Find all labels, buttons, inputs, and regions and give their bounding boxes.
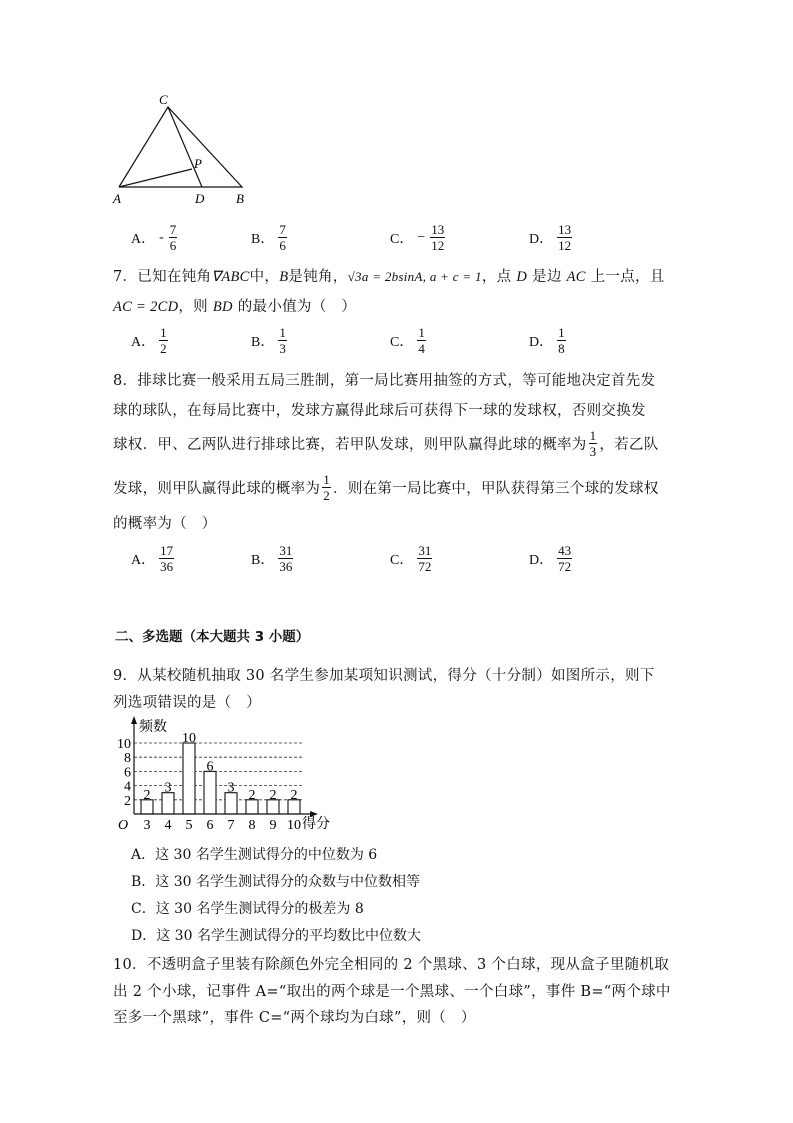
segment-AP: [119, 169, 192, 187]
q8-line-5: 的概率为（ ）: [113, 516, 217, 532]
q7-option-a[interactable]: [131, 325, 168, 356]
option-letter: D．: [529, 552, 554, 568]
bar-value-label: 3: [164, 780, 172, 796]
q9-choice-d[interactable]: D．这 30 名学生测试得分的平均数比中位数大: [131, 928, 421, 944]
x-tick-label: 7: [227, 818, 235, 833]
option-letter: B．: [251, 552, 275, 568]
y-axis-arrow: [131, 716, 137, 724]
x-tick-label: 5: [185, 818, 193, 833]
option-fraction: $\frac{7}{6}$: [279, 222, 286, 253]
q6-option-c[interactable]: [390, 222, 445, 253]
x-tick-label: 4: [164, 818, 172, 833]
option-fraction: $\frac{1}{4}$: [418, 325, 425, 356]
bar-value-label: 2: [269, 787, 277, 803]
q7-option-d[interactable]: [529, 325, 566, 356]
q10-line-2: 出 2 个小球，记事件 A=“取出的两个球是一个黑球、一个白球”，事件 B=“两个球中: [113, 984, 671, 1000]
y-tick-label: 10: [117, 737, 131, 752]
triangle-figure: [108, 90, 258, 210]
frequency-bar-chart: [112, 716, 342, 838]
chart-bars: [141, 743, 300, 814]
segment-CD: [168, 107, 202, 187]
q8-fraction-1: $\frac{1}{3}$: [589, 428, 597, 459]
y-axis-title: 频数: [139, 720, 167, 735]
option-letter: D．: [529, 231, 554, 247]
option-letter: A．: [131, 231, 156, 247]
option-fraction: $\frac{13}{12}$: [431, 222, 445, 253]
q6-option-b[interactable]: [251, 222, 287, 253]
y-tick-label: 8: [124, 751, 131, 767]
q6-option-a[interactable]: [131, 222, 177, 253]
q10-line-3: 至多一个黑球”，事件 C=“两个球均为白球”，则（ ）: [113, 1010, 476, 1026]
option-sign: −: [417, 229, 426, 245]
option-letter: C．: [390, 334, 414, 350]
option-letter: B．: [251, 334, 275, 350]
bar: [204, 771, 216, 814]
option-fraction: $\frac{31}{72}$: [418, 543, 432, 574]
q7-line-2: AC = 2CD，则 BD 的最小值为（ ）: [113, 299, 357, 315]
q8-option-a[interactable]: [131, 543, 174, 574]
option-letter: A．: [131, 334, 156, 350]
bar: [225, 793, 237, 814]
bar-value-label: 6: [206, 759, 214, 775]
x-tick-label: 8: [248, 818, 256, 833]
option-fraction: $\frac{7}{6}$: [169, 222, 177, 253]
option-sign: -: [159, 229, 164, 245]
q8-line-4: 发球，则甲队赢得此球的概率为 $\frac{1}{2}$ ．则在第一局比赛中，甲队获得第三个球的发球权: [113, 472, 659, 503]
q9-choice-b[interactable]: B．这 30 名学生测试得分的众数与中位数相等: [131, 874, 421, 890]
y-tick-label: 4: [124, 779, 131, 795]
option-fraction: $\frac{1}{8}$: [558, 325, 565, 356]
q8-option-c[interactable]: [390, 543, 432, 574]
x-tick-label: 9: [269, 818, 277, 833]
y-tick-label: 2: [124, 793, 131, 809]
label-D: D: [195, 191, 205, 206]
bar-value-label: 2: [248, 787, 256, 803]
chart-labels: [117, 718, 330, 833]
q9-line-2: 列选项错误的是（ ）: [113, 695, 261, 711]
x-tick-label: 10: [287, 818, 301, 833]
option-fraction: $\frac{1}{2}$: [160, 325, 167, 356]
q8-option-b[interactable]: [251, 543, 293, 574]
q6-option-d[interactable]: [529, 222, 572, 253]
option-fraction: $\frac{1}{3}$: [279, 325, 286, 356]
option-letter: B．: [251, 231, 275, 247]
q8-option-d[interactable]: [529, 543, 572, 574]
q9-choice-c[interactable]: C．这 30 名学生测试得分的极差为 8: [131, 901, 364, 917]
option-letter: C．: [390, 231, 414, 247]
q10-line-1: 10．不透明盒子里装有除颜色外完全相同的 2 个黑球、3 个白球，现从盒子里随机取: [113, 957, 670, 973]
bar-value-label: 2: [290, 787, 298, 803]
bar-value-label: 3: [227, 780, 235, 796]
x-tick-label: 3: [143, 818, 151, 833]
q7-line-1: 7．已知在钝角∇ABC中，B是钝角，√3a = 2bsinA, a + c = 1，点 D 是边 AC 上一点，且: [113, 269, 665, 285]
option-fraction: $\frac{13}{12}$: [558, 222, 572, 253]
bar: [162, 793, 174, 814]
option-letter: A．: [131, 552, 156, 568]
q8-line-1: 8．排球比赛一般采用五局三胜制，第一局比赛用抽签的方式，等可能地决定首先发: [113, 373, 656, 389]
option-fraction: $\frac{31}{36}$: [279, 543, 293, 574]
option-letter: D．: [529, 334, 554, 350]
triangle-outline: [119, 107, 242, 187]
label-C: C: [159, 92, 168, 107]
bar-value-label: 2: [143, 787, 151, 803]
label-P: P: [194, 156, 202, 171]
option-fraction: $\frac{17}{36}$: [160, 543, 174, 574]
q7-option-c[interactable]: [390, 325, 426, 356]
x-axis-title: 得分: [302, 817, 330, 832]
q8-line-2: 球的球队，在每局比赛中，发球方赢得此球后可获得下一球的发球权，否则交换发: [113, 403, 646, 419]
chart-gridlines: [134, 743, 302, 800]
q9-line-1: 9．从某校随机抽取 30 名学生参加某项知识测试，得分（十分制）如图所示，则下: [113, 668, 655, 684]
q9-choice-a[interactable]: A．这 30 名学生测试得分的中位数为 6: [131, 847, 378, 863]
q8-line-3: 球权．甲、乙两队进行排球比赛，若甲队发球，则甲队赢得此球的概率为 $\frac{1}{3}$ ，若乙队: [113, 428, 659, 459]
q8-fraction-2: $\frac{1}{2}$: [323, 472, 331, 503]
x-tick-label: 6: [206, 818, 214, 833]
origin-label: O: [118, 818, 129, 833]
label-B: B: [236, 191, 244, 206]
bar: [183, 743, 195, 814]
label-A: A: [113, 191, 121, 206]
q7-option-b[interactable]: [251, 325, 287, 356]
y-tick-label: 6: [124, 765, 131, 781]
option-letter: C．: [390, 552, 414, 568]
bar-value-label: 10: [182, 731, 196, 746]
section-heading: 二、多选题（本大题共 3 小题）: [115, 629, 310, 645]
option-fraction: $\frac{43}{72}$: [558, 543, 572, 574]
